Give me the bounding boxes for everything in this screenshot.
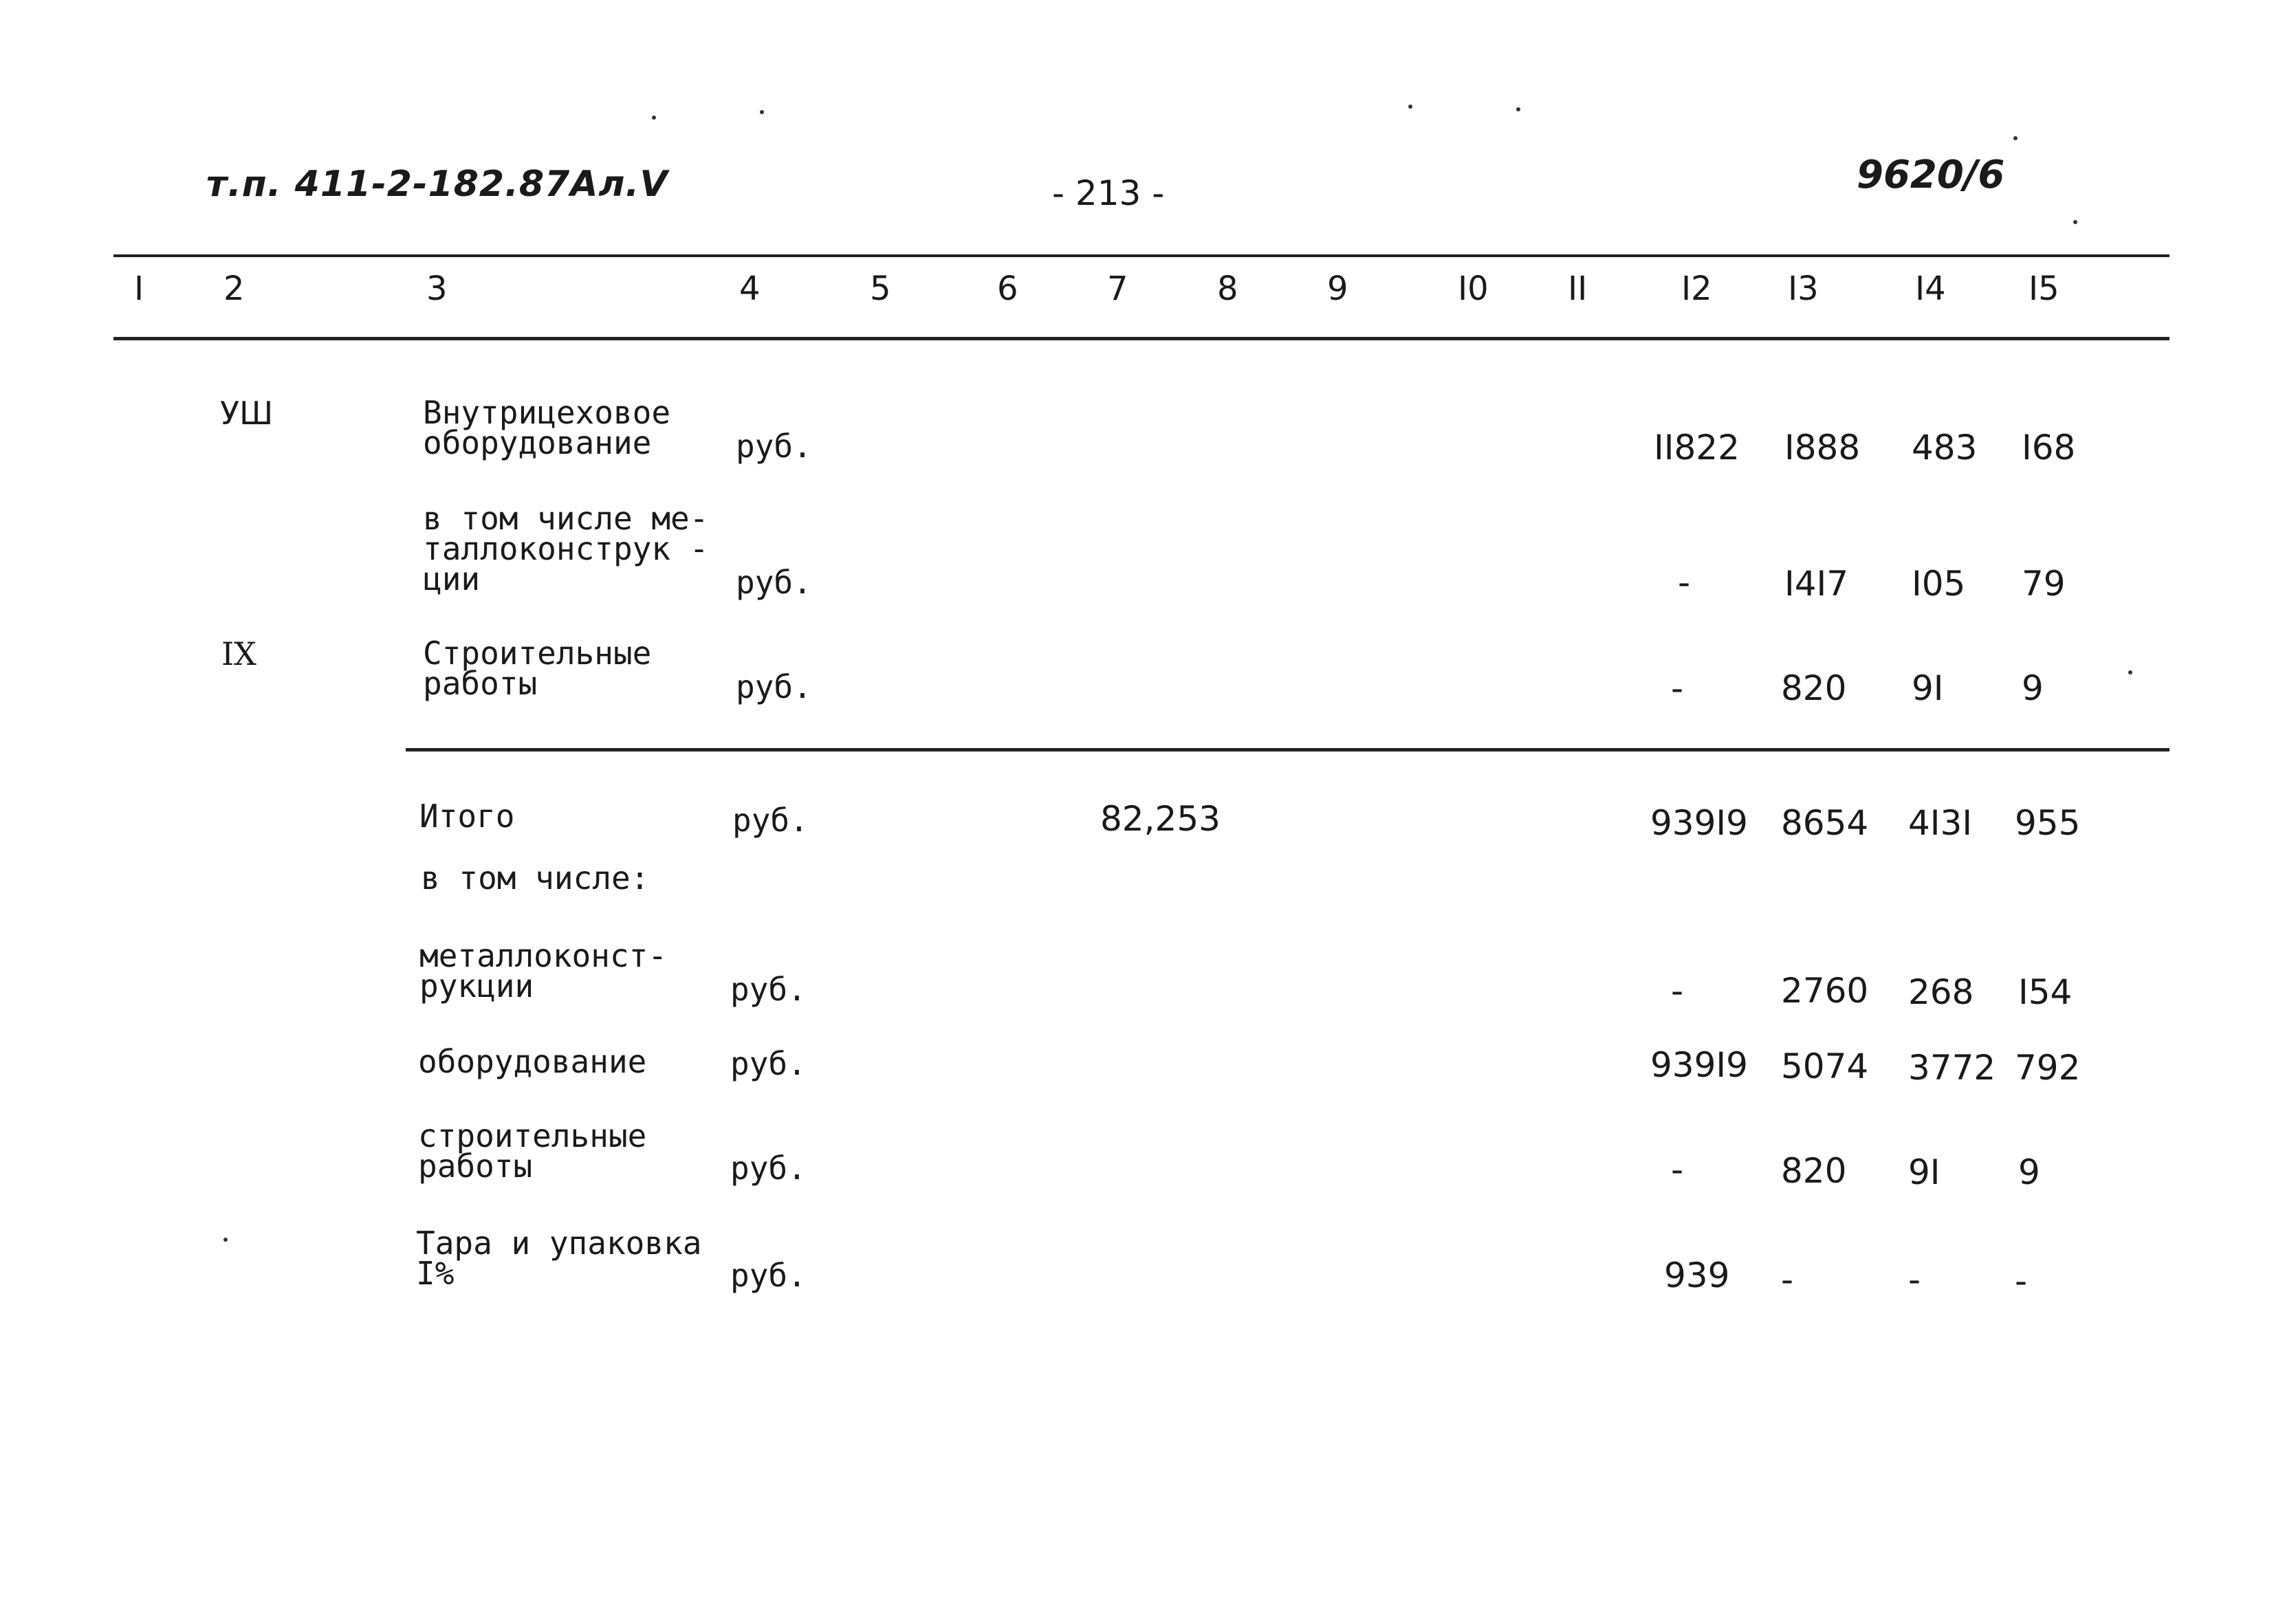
sheet-number: 9620/6 <box>1857 153 2005 197</box>
table-row-col13: 8654 <box>1781 803 1869 843</box>
column-number-4: 4 <box>739 270 761 308</box>
column-number-5: 5 <box>870 270 891 308</box>
table-row-name: металлоконст- рукции <box>419 937 668 1005</box>
column-number-9: 9 <box>1327 270 1348 308</box>
column-number-10: I0 <box>1458 270 1489 308</box>
table-row-col13: 5074 <box>1781 1046 1869 1086</box>
table-row-name: в том числе: <box>421 859 650 897</box>
table-row-name: оборудование <box>418 1043 647 1080</box>
table-row-section: УШ <box>220 395 274 432</box>
table-row-col15: 9 <box>2022 668 2044 708</box>
table-row-name: в том числе ме- таллоконструк - ции <box>423 500 709 597</box>
top-rule <box>113 254 2169 257</box>
table-row-col14: I05 <box>1912 564 1966 604</box>
document-code: т.п. 411-2-182.87Ал.V <box>206 164 668 205</box>
table-row-col13: - <box>1781 1260 1794 1299</box>
page-number: - 213 - <box>1052 173 1165 213</box>
table-row-col14: 9I <box>1908 1152 1940 1192</box>
column-number-13: I3 <box>1788 270 1819 308</box>
table-row-col7: 82,253 <box>1100 799 1221 839</box>
table-row-col15: 792 <box>2015 1048 2081 1088</box>
scan-speck <box>1516 107 1520 111</box>
table-row-col13: 820 <box>1781 668 1847 708</box>
scan-speck <box>760 110 764 114</box>
column-number-3: 3 <box>426 270 448 308</box>
table-row-col14: 483 <box>1912 428 1978 468</box>
column-number-7: 7 <box>1107 270 1128 308</box>
table-row-unit: руб. <box>730 971 807 1008</box>
column-number-15: I5 <box>2029 270 2059 308</box>
column-number-2: 2 <box>223 270 245 308</box>
table-row-col13: 2760 <box>1781 971 1869 1011</box>
table-row-name: Итого <box>419 798 515 835</box>
table-row-name: Внутрицеховое оборудование <box>423 394 671 461</box>
scan-speck <box>223 1238 228 1242</box>
header-bottom-rule <box>113 337 2169 340</box>
table-row-col14: 3772 <box>1908 1048 1996 1088</box>
table-row-unit: руб. <box>730 1045 807 1082</box>
table-row-col15: 79 <box>2022 564 2066 604</box>
scan-speck <box>2128 670 2132 674</box>
table-row-col15: - <box>2015 1261 2028 1301</box>
table-row-col13: 820 <box>1781 1151 1847 1191</box>
scan-speck <box>2013 136 2018 140</box>
table-row-section: IX <box>221 635 256 672</box>
table-row-col14: 4I3I <box>1908 803 1973 843</box>
table-row-unit: руб. <box>730 1257 807 1294</box>
column-number-12: I2 <box>1681 270 1712 308</box>
table-row-unit: руб. <box>730 1150 807 1187</box>
column-number-6: 6 <box>997 270 1018 308</box>
table-row-unit: руб. <box>736 428 812 465</box>
table-row-col12: 939I9 <box>1650 803 1748 843</box>
table-row-col15: I68 <box>2022 428 2076 468</box>
table-row-name: строительные работы <box>418 1117 647 1185</box>
table-row-unit: руб. <box>736 668 812 705</box>
column-number-1: I <box>134 270 144 308</box>
table-row-col14: 268 <box>1908 972 1974 1012</box>
table-row-col12: 939 <box>1664 1255 1730 1295</box>
table-row-col12: - <box>1671 668 1684 708</box>
total-rule <box>406 748 2169 751</box>
table-row-col13: I888 <box>1784 428 1861 468</box>
table-row-unit: руб. <box>736 564 812 601</box>
table-row-col12: 939I9 <box>1650 1045 1748 1085</box>
table-row-col12: - <box>1678 562 1691 602</box>
table-row-name: Строительные работы <box>423 635 652 702</box>
scan-speck <box>1408 105 1412 109</box>
table-row-unit: руб. <box>732 802 809 839</box>
table-row-col15: I54 <box>2018 972 2073 1012</box>
column-number-8: 8 <box>1217 270 1238 308</box>
scan-speck <box>652 116 656 120</box>
table-row-col14: 9I <box>1912 668 1944 708</box>
table-row-col15: 955 <box>2015 803 2081 843</box>
table-row-col14: - <box>1908 1260 1921 1299</box>
column-number-11: II <box>1568 270 1588 308</box>
column-number-14: I4 <box>1915 270 1946 308</box>
scan-speck <box>2073 220 2077 224</box>
table-row-col15: 9 <box>2018 1152 2040 1192</box>
table-row-col12: - <box>1671 1150 1684 1189</box>
table-row-col12: - <box>1671 971 1684 1011</box>
table-row-col12: II822 <box>1654 428 1740 468</box>
table-row-name: Тара и упаковка I% <box>416 1225 702 1292</box>
table-row-col13: I4I7 <box>1784 564 1849 604</box>
